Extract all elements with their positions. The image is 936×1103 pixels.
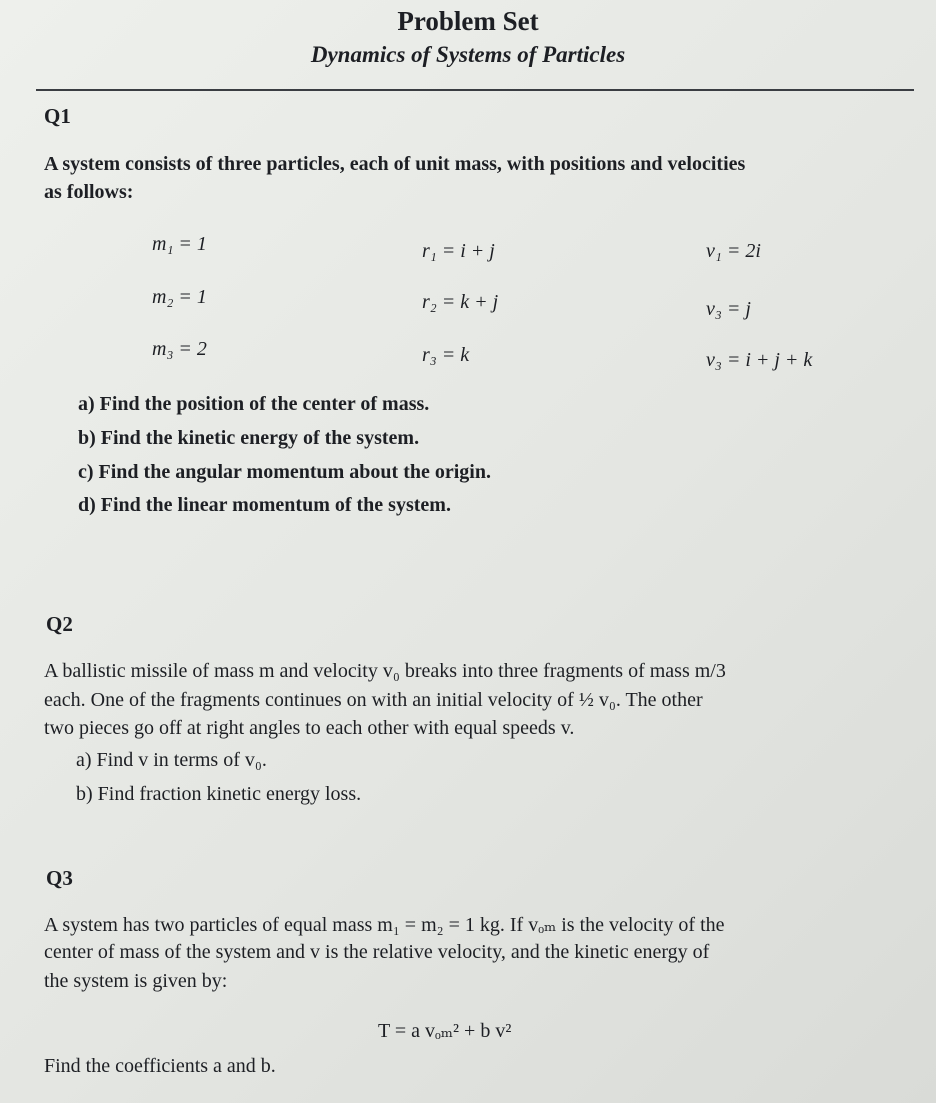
q1-velocity-2: v₃ = j bbox=[706, 298, 751, 320]
q1-mass-1: m₁ = 1 bbox=[152, 233, 207, 255]
q1-position-2: r₂ = k + j bbox=[422, 291, 499, 313]
q1-intro-line-1: A system consists of three particles, each of unit mass, with positions and velocities bbox=[44, 153, 746, 175]
q1-part-a: a) Find the position of the center of mass. bbox=[78, 393, 430, 415]
q3-heading: Q3 bbox=[46, 866, 73, 890]
q1-intro-line-2: as follows: bbox=[44, 181, 134, 203]
q1-part-b: b) Find the kinetic energy of the system. bbox=[78, 427, 420, 449]
q2-line-2: each. One of the fragments continues on with an initial velocity of ½ v₀. The other bbox=[44, 689, 703, 711]
q2-heading: Q2 bbox=[46, 612, 73, 636]
q3-line-3: the system is given by: bbox=[44, 970, 228, 992]
q1-velocity-3: v₃ = i + j + k bbox=[706, 349, 813, 371]
q1-velocity-1: v₁ = 2i bbox=[706, 240, 761, 262]
q2-line-3: two pieces go off at right angles to each other with equal speeds v. bbox=[44, 717, 575, 739]
q1-position-1: r₁ = i + j bbox=[422, 240, 495, 262]
q1-mass-3: m₃ = 2 bbox=[152, 338, 207, 360]
q1-mass-2: m₂ = 1 bbox=[152, 286, 207, 308]
q3-line-1: A system has two particles of equal mass m₁ = m₂ = 1 kg. If vₒₘ is the velocity of the bbox=[44, 914, 725, 936]
q3-line-2: center of mass of the system and v is the relative velocity, and the kinetic energy of bbox=[44, 941, 710, 963]
q3-closing: Find the coefficients a and b. bbox=[44, 1055, 276, 1077]
page-title: Problem Set bbox=[397, 6, 539, 36]
q3-equation: T = a vₒₘ² + b v² bbox=[378, 1020, 512, 1042]
q1-position-3: r₃ = k bbox=[422, 344, 470, 366]
q2-line-1: A ballistic missile of mass m and velocity v₀ breaks into three fragments of mass m/3 bbox=[44, 660, 726, 682]
q1-heading: Q1 bbox=[44, 104, 71, 128]
q1-part-c: c) Find the angular momentum about the origin. bbox=[78, 461, 491, 483]
q1-part-d: d) Find the linear momentum of the system. bbox=[78, 494, 451, 516]
title-divider bbox=[36, 89, 914, 91]
q2-part-b: b) Find fraction kinetic energy loss. bbox=[76, 783, 362, 805]
q2-part-a: a) Find v in terms of v₀. bbox=[76, 749, 267, 771]
page-subtitle: Dynamics of Systems of Particles bbox=[310, 42, 626, 67]
